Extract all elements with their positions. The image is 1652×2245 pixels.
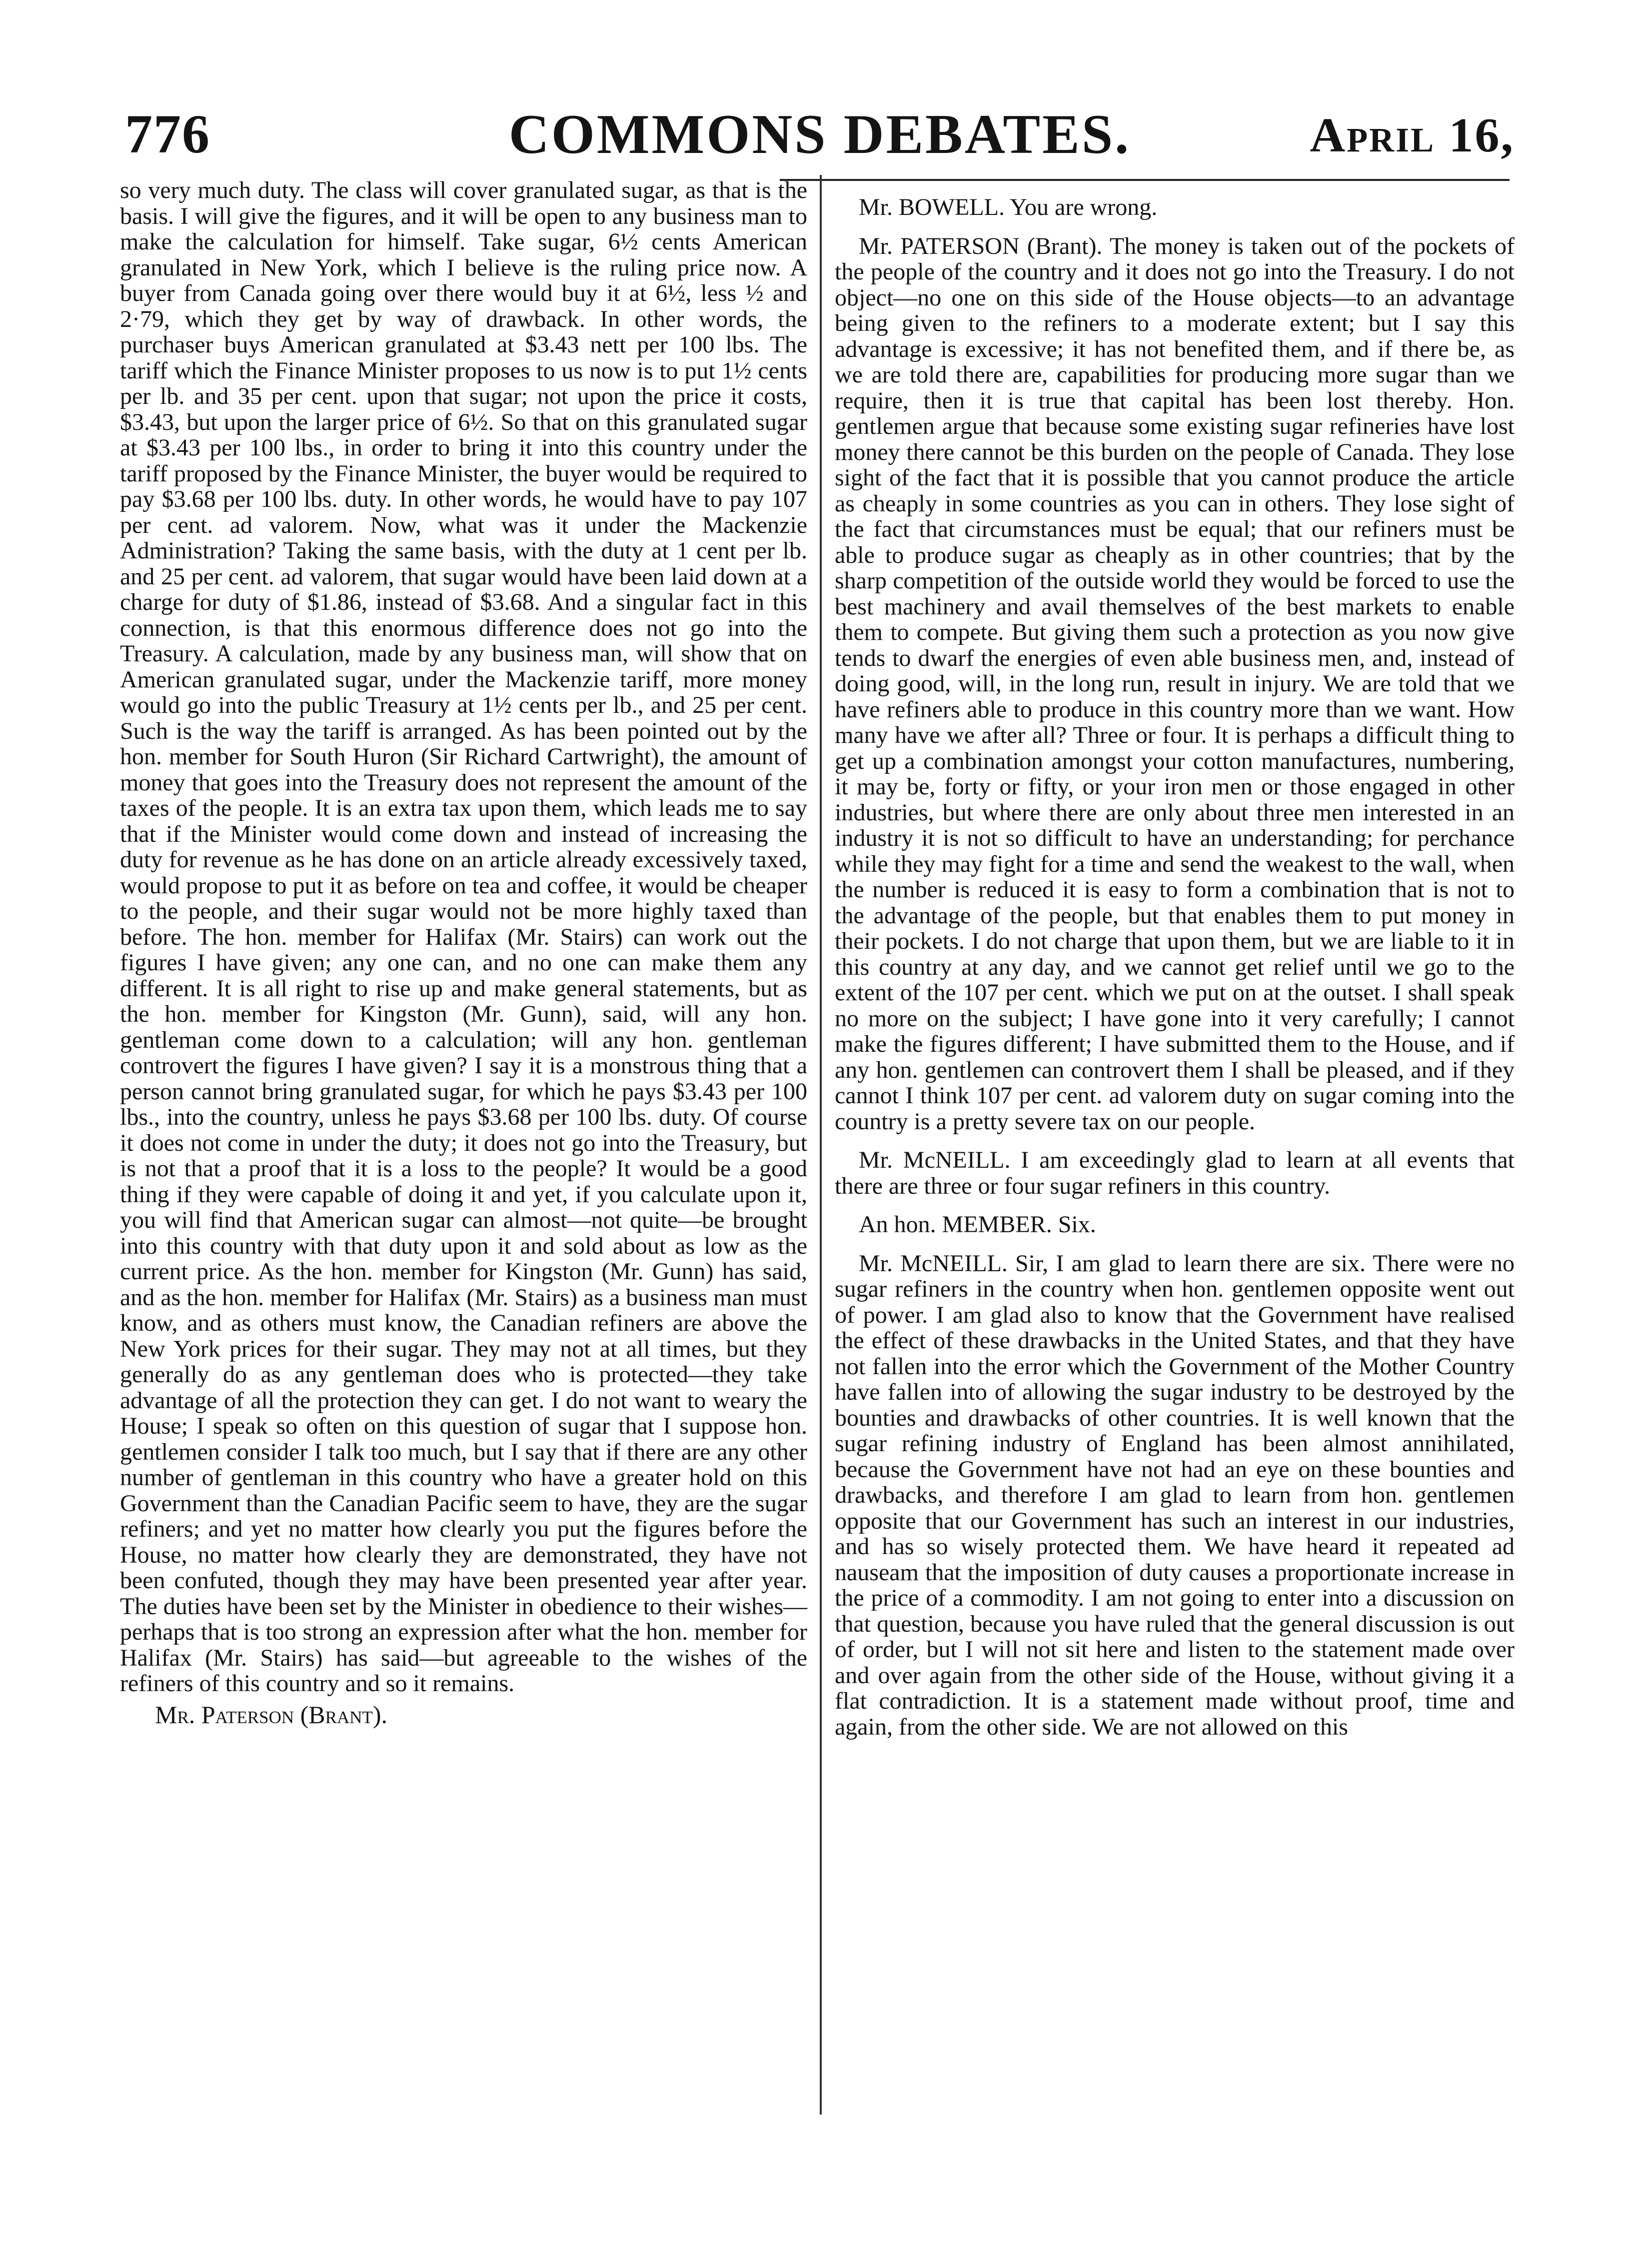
paragraph: Mr. PATERSON (Brant). The money is taken out of the pockets of the people of the country and it does not go into the Treasury. I do not object—no one on this side of the House objects—to an advantage being given to the refiners to a moderate extent; but I say this advantage is excessive; it has not benefited them, and if there be, as we are told there are, capabilities for producing more sugar than we require, then it is true that capital has been lost thereby. Hon. gentlemen argue that because some existing sugar refineries have lost money there cannot be this burden on the people of Canada. They lose sight of the fact that it is possible that you cannot produce the article as cheaply in some countries as you can in others. They lose sight of the fact that circumstances must be equal; that our refiners must be able to produce sugar as cheaply as in other countries; that by the sharp competition of the outside world they would be forced to use the best machinery and avail themselves of the best markets to enable them to compete. But giving them such a protection as you now give tends to dwarf the energies of even able business men, and, instead of doing good, will, in the long run, result in injury. We are told that we have refiners able to produce in this country more than we want. How many have we after all? Three or four. It is perhaps a difficult thing to get up a combination amongst your cotton manufactures, numbering, it may be, forty or fifty, or your iron men or those engaged in other industries, but where there are only about three men interested in an industry it is not so difficult to have an understanding; for perchance while they may fight for a time and send the weakest to the wall, when the number is reduced it is easy to form a combination that is not to the advantage of the people, but that enables them to put money in their pockets. I do not charge that upon them, but we are liable to it in this country at any day, and we cannot get relief until we go to the extent of the 107 per cent. which we put on at the outset. I shall speak no more on the subject; I have gone into it very carefully; I cannot make the figures different; I have submitted them to the House, and if any hon. gentlemen can controvert them I shall be pleased, and if they cannot I think 107 per cent. ad valorem duty on sugar coming into the country is a pretty severe tax on our people.	[835, 232, 1515, 1135]
left-column	[120, 177, 807, 1730]
column-divider	[820, 175, 822, 2115]
paragraph: Mr. McNEILL. Sir, I am glad to learn there are six. There were no sugar refiners in the country when hon. gentlemen opposite went out of power. I am glad also to know that the Government have realised the effect of these drawbacks in the United States, and that they have not fallen into the error which the Government of the Mother Country have fallen into of allowing the sugar industry to be destroyed by the bounties and drawbacks of other countries. It is well known that the sugar refining industry of England has been almost annihilated, because the Government have not had an eye on these bounties and drawbacks, and therefore I am glad to learn from hon. gentlemen opposite that our Government has such an interest in our industries, and has so wisely protected them. We have heard it repeated ad nauseam that the imposition of duty causes a proportionate increase in the price of a commodity. I am not going to enter into a discussion on that question, because you have ruled that the general discussion is out of order, but I will not sit here and listen to the statement made over and over again from the other side of the House, without giving it a flat contradiction. It is a statement made without proof, time and again, from the other side. We are not allowed on this	[835, 1250, 1515, 1740]
paragraph: Mr. BOWELL. You are wrong.	[859, 194, 1158, 220]
speaker-trailer: Mr. Paterson (Brant).	[155, 1700, 388, 1729]
running-title: COMMONS DEBATES.	[508, 103, 1131, 165]
page-number: 776	[125, 103, 210, 164]
paragraph: Mr. McNEILL. I am exceedingly glad to learn at all events that there are three or four sugar refiners in this country.	[835, 1147, 1515, 1199]
right-column	[835, 177, 1515, 1740]
paragraph: An hon. MEMBER. Six.	[859, 1211, 1096, 1238]
header-date: April 16,	[1310, 108, 1515, 162]
page-header	[125, 102, 1515, 167]
paragraph: so very much duty. The class will cover granulated sugar, as that is the basis. I will give the figures, and it will be open to any business man to make the calculation for himself. Take sugar, 6½ cents American granulated in New York, which I believe is the ruling price now. A buyer from Canada going over there would buy it at 6½, less ½ and 2·79, which they get by way of drawback. In other words, the purchaser buys American granulated at $3.43 nett per 100 lbs. The tariff which the Finance Minister proposes to us now is to put 1½ cents per lb. and 35 per cent. upon that sugar; not upon the price it costs, $3.43, but upon the larger price of 6½. So that on this granulated sugar at $3.43 per 100 lbs., in order to bring it into this country under the tariff proposed by the Finance Minister, the buyer would be required to pay $3.68 per 100 lbs. duty. In other words, he would have to pay 107 per cent. ad valorem. Now, what was it under the Mackenzie Administration? Taking the same basis, with the duty at 1 cent per lb. and 25 per cent. ad valorem, that sugar would have been laid down at a charge for duty of $1.86, instead of $3.68. And a singular fact in this connection, is that this enormous difference does not go into the Treasury. A calculation, made by any business man, will show that on American granulated sugar, under the Mackenzie tariff, more money would go into the public Treasury at 1½ cents per lb., and 25 per cent. Such is the way the tariff is arranged. As has been pointed out by the hon. member for South Huron (Sir Richard Cartwright), the amount of money that goes into the Treasury does not represent the amount of the taxes of the people. It is an extra tax upon them, which leads me to say that if the Minister would come down and instead of increasing the duty for revenue as he has done on an article already excessively taxed, would propose to put it as before on tea and coffee, it would be cheaper to the people, and their sugar would not be more highly taxed than before. The hon. member for Halifax (Mr. Stairs) can work out the figures I have given; any one can, and no one can make them any different. It is all right to rise up and make general statements, but as the hon. member for Kingston (Mr. Gunn), said, will any hon. gentleman come down to a calculation; will any hon. gentleman controvert the figures I have given? I say it is a monstrous thing that a person cannot bring granulated sugar, for which he pays $3.43 per 100 lbs., into the country, unless he pays $3.68 per 100 lbs. duty. Of course it does not come in under the duty; it does not go into the Treasury, but is not that a proof that it is a loss to the people? It would be a good thing if they were capable of doing it and yet, if you calculate upon it, you will find that American sugar can almost—not quite—be brought into this country with that duty upon it and sold about as low as the current price. As the hon. member for Kingston (Mr. Gunn) has said, and as the hon. member for Halifax (Mr. Stairs) as a business man must know, and as others must know, the Canadian refiners are above the New York prices for their sugar. They may not at all times, but they generally do as any gentleman does who is protected—they take advantage of all the protection they can get. I do not want to weary the House; I speak so often on this question of sugar that I suppose hon. gentlemen consider I talk too much, but I say that if there are any other number of gentleman in this country who have a greater hold on this Government than the Canadian Pacific seem to have, they are the sugar refiners; and yet no matter how clearly you put the figures before the House, no matter how clearly they are demonstrated, they have not been confuted, though they may have been presented year after year. The duties have been set by the Minister in obedience to their wishes—perhaps that is too strong an expression after what the hon. member for Halifax (Mr. Stairs) has said—but agreeable to the wishes of the refiners of this country and so it remains.	[120, 177, 807, 1697]
